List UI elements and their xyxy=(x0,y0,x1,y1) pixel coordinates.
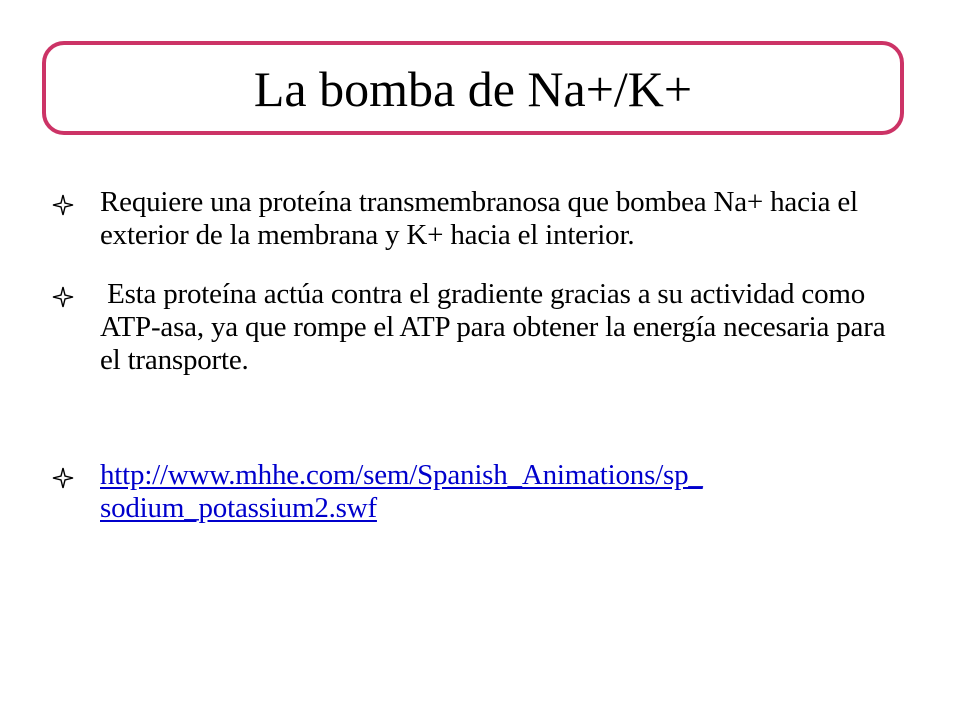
bullet-item-2 xyxy=(52,278,902,377)
animation-link-line-2: sodium_potassium2.swf xyxy=(100,492,377,524)
bullet-text-1: Requiere una proteína transmembranosa que bombea Na+ hacia el exterior de la membrana y K+ hacia el interior. xyxy=(100,186,858,251)
four-point-star-icon xyxy=(52,467,74,489)
bullet-item-link xyxy=(52,459,902,525)
title-box xyxy=(42,41,904,135)
animation-link[interactable] xyxy=(100,459,902,525)
bullet-text-2: Esta proteína actúa contra el gradiente gracias a su actividad como ATP-asa, ya que rompe el ATP para obtener la energía necesaria para el transporte. xyxy=(100,278,893,376)
four-point-star-icon xyxy=(52,194,74,216)
bullet-item-1 xyxy=(52,186,902,252)
slide-title: La bomba de Na+/K+ xyxy=(253,61,693,117)
animation-link-line-1: http://www.mhhe.com/sem/Spanish_Animations/sp_ xyxy=(100,459,703,491)
bullet-list xyxy=(52,186,902,525)
four-point-star-icon xyxy=(52,286,74,308)
